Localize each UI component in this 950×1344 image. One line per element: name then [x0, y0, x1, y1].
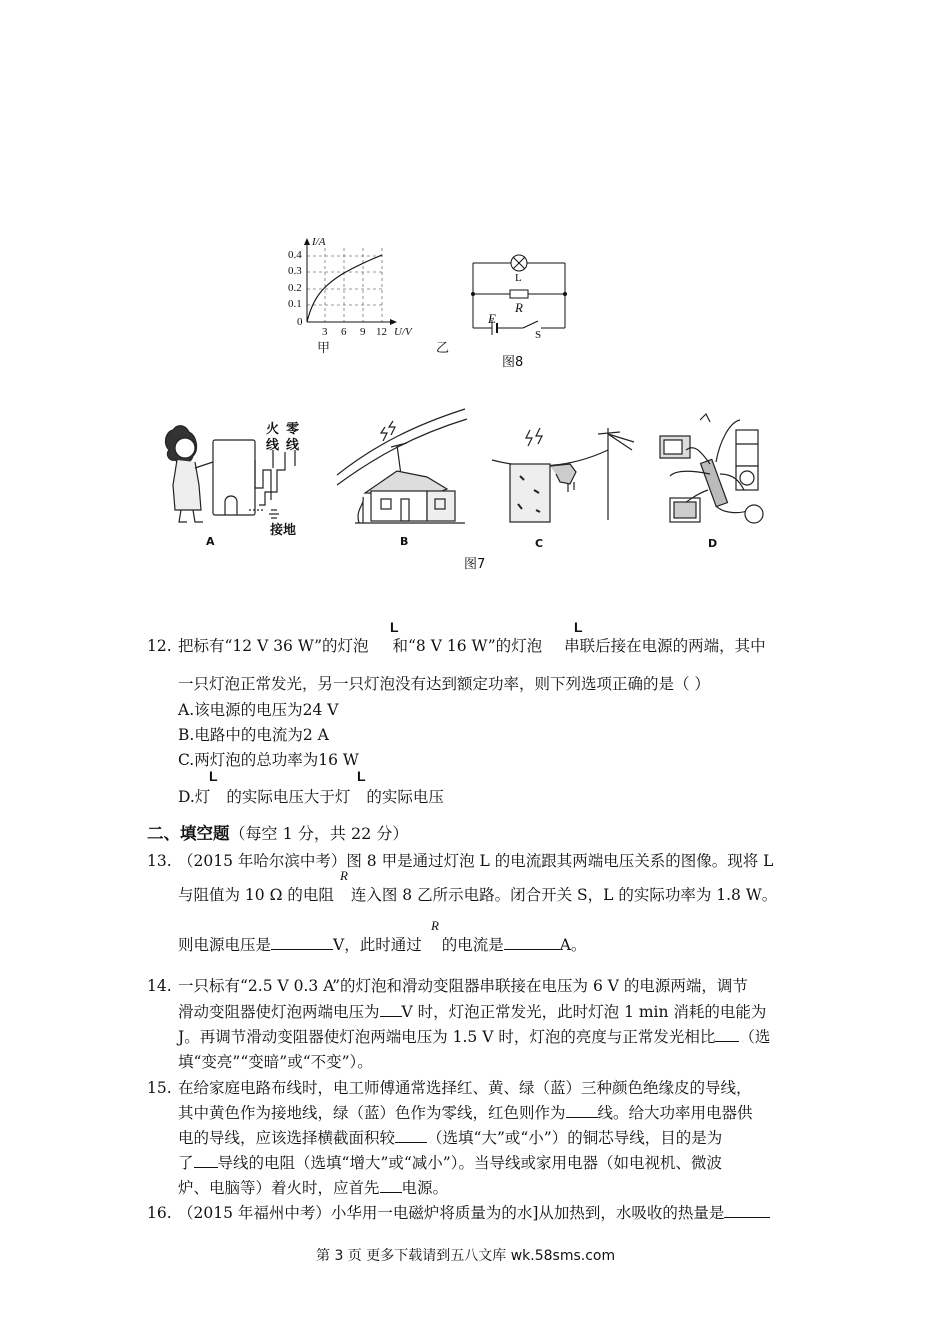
q15-line3 [178, 1125, 722, 1151]
fig8-x-label: U/V [394, 326, 412, 338]
q13-resistor-symbol-2: R [431, 918, 439, 933]
fig8-circuit [465, 250, 575, 335]
q15-line5a: 炉、电脑等）着火时，应首先 [178, 1179, 380, 1197]
q15-line5 [178, 1175, 448, 1201]
fig8-x-tick: 12 [376, 326, 387, 338]
q12-option-d [178, 784, 444, 810]
q14-line3 [178, 1024, 770, 1050]
q15-blank-power-off[interactable] [380, 1176, 402, 1193]
fig8-yi-label: 乙 [436, 341, 450, 356]
q14-blank-voltage[interactable] [380, 1000, 402, 1017]
fig8-resistor-label: R [515, 300, 523, 315]
q14-line2 [178, 999, 766, 1025]
fig8-y-tick: 0 [297, 316, 303, 328]
q12-part3: 串联后接在电源的两端，其中 [564, 637, 766, 655]
q13-line2a: 与阻值为 10 Ω 的电阻 [178, 886, 334, 904]
q13-line3c: 的电流是 [441, 936, 504, 954]
q15-line4 [178, 1150, 722, 1176]
q14-line4: 填“变亮”“变暗”或“不变”）。 [178, 1053, 373, 1071]
fig8-caption: 图8 [502, 355, 524, 370]
q14-line3a: J。再调节滑动变阻器使灯泡两端电压为 1.5 V 时，灯泡的亮度与正常发光相比 [178, 1028, 716, 1046]
fig7-a-huo: 火 [266, 422, 280, 437]
q12-lamp-symbol-2: L [574, 619, 583, 635]
q13-line3 [178, 932, 586, 958]
fig8-y-tick: 0.2 [288, 282, 302, 294]
page-footer: 第 3 页 更多下载请到五八文库 wk.58sms.com [316, 1248, 616, 1264]
fig7-a-ground: 接地 [270, 523, 297, 538]
q13-blank-current[interactable] [504, 933, 560, 950]
q15-line2a: 其中黄色作为接地线，绿（蓝）色作为零线，红色则作为 [178, 1104, 566, 1122]
q15-line3b: （选填“大”或“小”）的铜芯导线，目的是为 [427, 1129, 723, 1147]
q12-stem-line2: 一只灯泡正常发光，另一只灯泡没有达到额定功率，则下列选项正确的是（ ） [178, 675, 710, 693]
q12-d-part3: 的实际电压 [366, 788, 444, 806]
fig7-caption: 图7 [464, 557, 486, 572]
section2-title: 二、填空题 [147, 824, 230, 843]
fig8-y-tick: 0.3 [288, 265, 302, 277]
q16-text: （2015 年福州中考）小华用一电磁炉将质量为的水]从加热到，水吸收的热量是 [178, 1204, 725, 1222]
q14-line3b: （选 [739, 1028, 771, 1046]
q15-line5b: 电源。 [401, 1179, 449, 1197]
fig8-x-tick: 6 [341, 326, 347, 338]
fig7-label-b: B [400, 535, 409, 548]
fig8-x-tick: 3 [322, 326, 328, 338]
fig8-lamp-label: L [515, 272, 522, 284]
q12-d-lamp-symbol-1: L [209, 768, 218, 784]
q13-line3b: V，此时通过 [333, 936, 422, 954]
q13-blank-voltage[interactable] [271, 933, 333, 950]
fig7-a-ling: 零 [286, 422, 300, 437]
fig7-a-xian2: 线 [286, 438, 300, 453]
q12-option-c: C.两灯泡的总功率为16 W [178, 751, 359, 769]
q12-part2: 和“8 V 16 W”的灯泡 [392, 637, 543, 655]
fig8-jia-label: 甲 [317, 341, 331, 356]
q12-part1: 把标有“12 V 36 W”的灯泡 [178, 637, 369, 655]
q13-line2b: 连入图 8 乙所示电路。闭合开关 S，L 的实际功率为 1.8 W。 [350, 886, 778, 904]
q15-number: 15. [147, 1079, 172, 1097]
q13-line2 [178, 882, 777, 908]
fig8-y-tick: 0.1 [288, 298, 302, 310]
q13-line3a: 则电源电压是 [178, 936, 272, 954]
q13-line3d: A。 [559, 936, 587, 954]
q14-number: 14. [147, 977, 172, 995]
q12-d-part2: 的实际电压大于灯 [226, 788, 351, 806]
q16-number: 16. [147, 1204, 172, 1222]
q15-line4a: 了 [178, 1154, 194, 1172]
q15-blank-resistance[interactable] [194, 1151, 218, 1168]
fig7-label-d: D [708, 537, 718, 550]
q14-line1: 一只标有“2.5 V 0.3 A”的灯泡和滑动变阻器串联接在电压为 6 V 的电源两端，调节 [178, 977, 748, 995]
fig8-y-label: I/A [312, 236, 326, 248]
section2-heading [147, 820, 408, 847]
q12-d-part1: D.灯 [178, 788, 211, 806]
section2-note: （每空 1 分，共 22 分） [229, 824, 409, 843]
q15-line2 [178, 1100, 753, 1126]
q15-blank-area[interactable] [395, 1126, 427, 1143]
fig8-battery-label: E [488, 311, 496, 326]
q13-resistor-symbol-1: R [340, 868, 348, 883]
q13-line1: （2015 年哈尔滨中考）图 8 甲是通过灯泡 L 的电流跟其两端电压关系的图像。现将 L [178, 852, 774, 870]
q15-line1: 在给家庭电路布线时，电工师傅通常选择红、黄、绿（蓝）三种颜色绝缘皮的导线， [178, 1079, 752, 1097]
q14-line2b: V 时，灯泡正常发光，此时灯泡 1 min 消耗的电能为 [401, 1003, 767, 1021]
q14-line2a: 滑动变阻器使灯泡两端电压为 [178, 1003, 380, 1021]
fig7-b-illustration [335, 405, 470, 530]
q16-line1 [178, 1200, 770, 1226]
q12-stem-line1 [178, 633, 766, 659]
q12-number: 12. [147, 637, 172, 655]
q15-line3a: 电的导线，应该选择横截面积较 [178, 1129, 396, 1147]
q16-blank-heat[interactable] [724, 1201, 770, 1218]
fig8-switch-label: S [535, 329, 542, 341]
fig7-c-illustration [490, 420, 635, 525]
fig8-y-tick: 0.4 [288, 249, 302, 261]
q13-number: 13. [147, 852, 172, 870]
q15-line2b: 线。给大功率用电器供 [597, 1104, 753, 1122]
q12-lamp-symbol-1: L [390, 619, 399, 635]
fig7-label-c: C [535, 537, 544, 550]
q15-blank-live-wire[interactable] [566, 1101, 598, 1118]
q14-blank-brightness[interactable] [715, 1025, 739, 1042]
q15-line4b: 导线的电阻（选填“增大”或“减小”）。当导线或家用电器（如电视机、微波 [217, 1154, 722, 1172]
q12-option-b: B.电路中的电流为2 A [178, 726, 329, 744]
fig8-x-tick: 9 [360, 326, 366, 338]
q12-d-lamp-symbol-2: L [357, 768, 366, 784]
fig7-d-illustration [650, 410, 780, 535]
fig7-a-xian1: 线 [266, 438, 280, 453]
q12-option-a: A.该电源的电压为24 V [178, 701, 339, 719]
fig7-label-a: A [206, 535, 215, 548]
